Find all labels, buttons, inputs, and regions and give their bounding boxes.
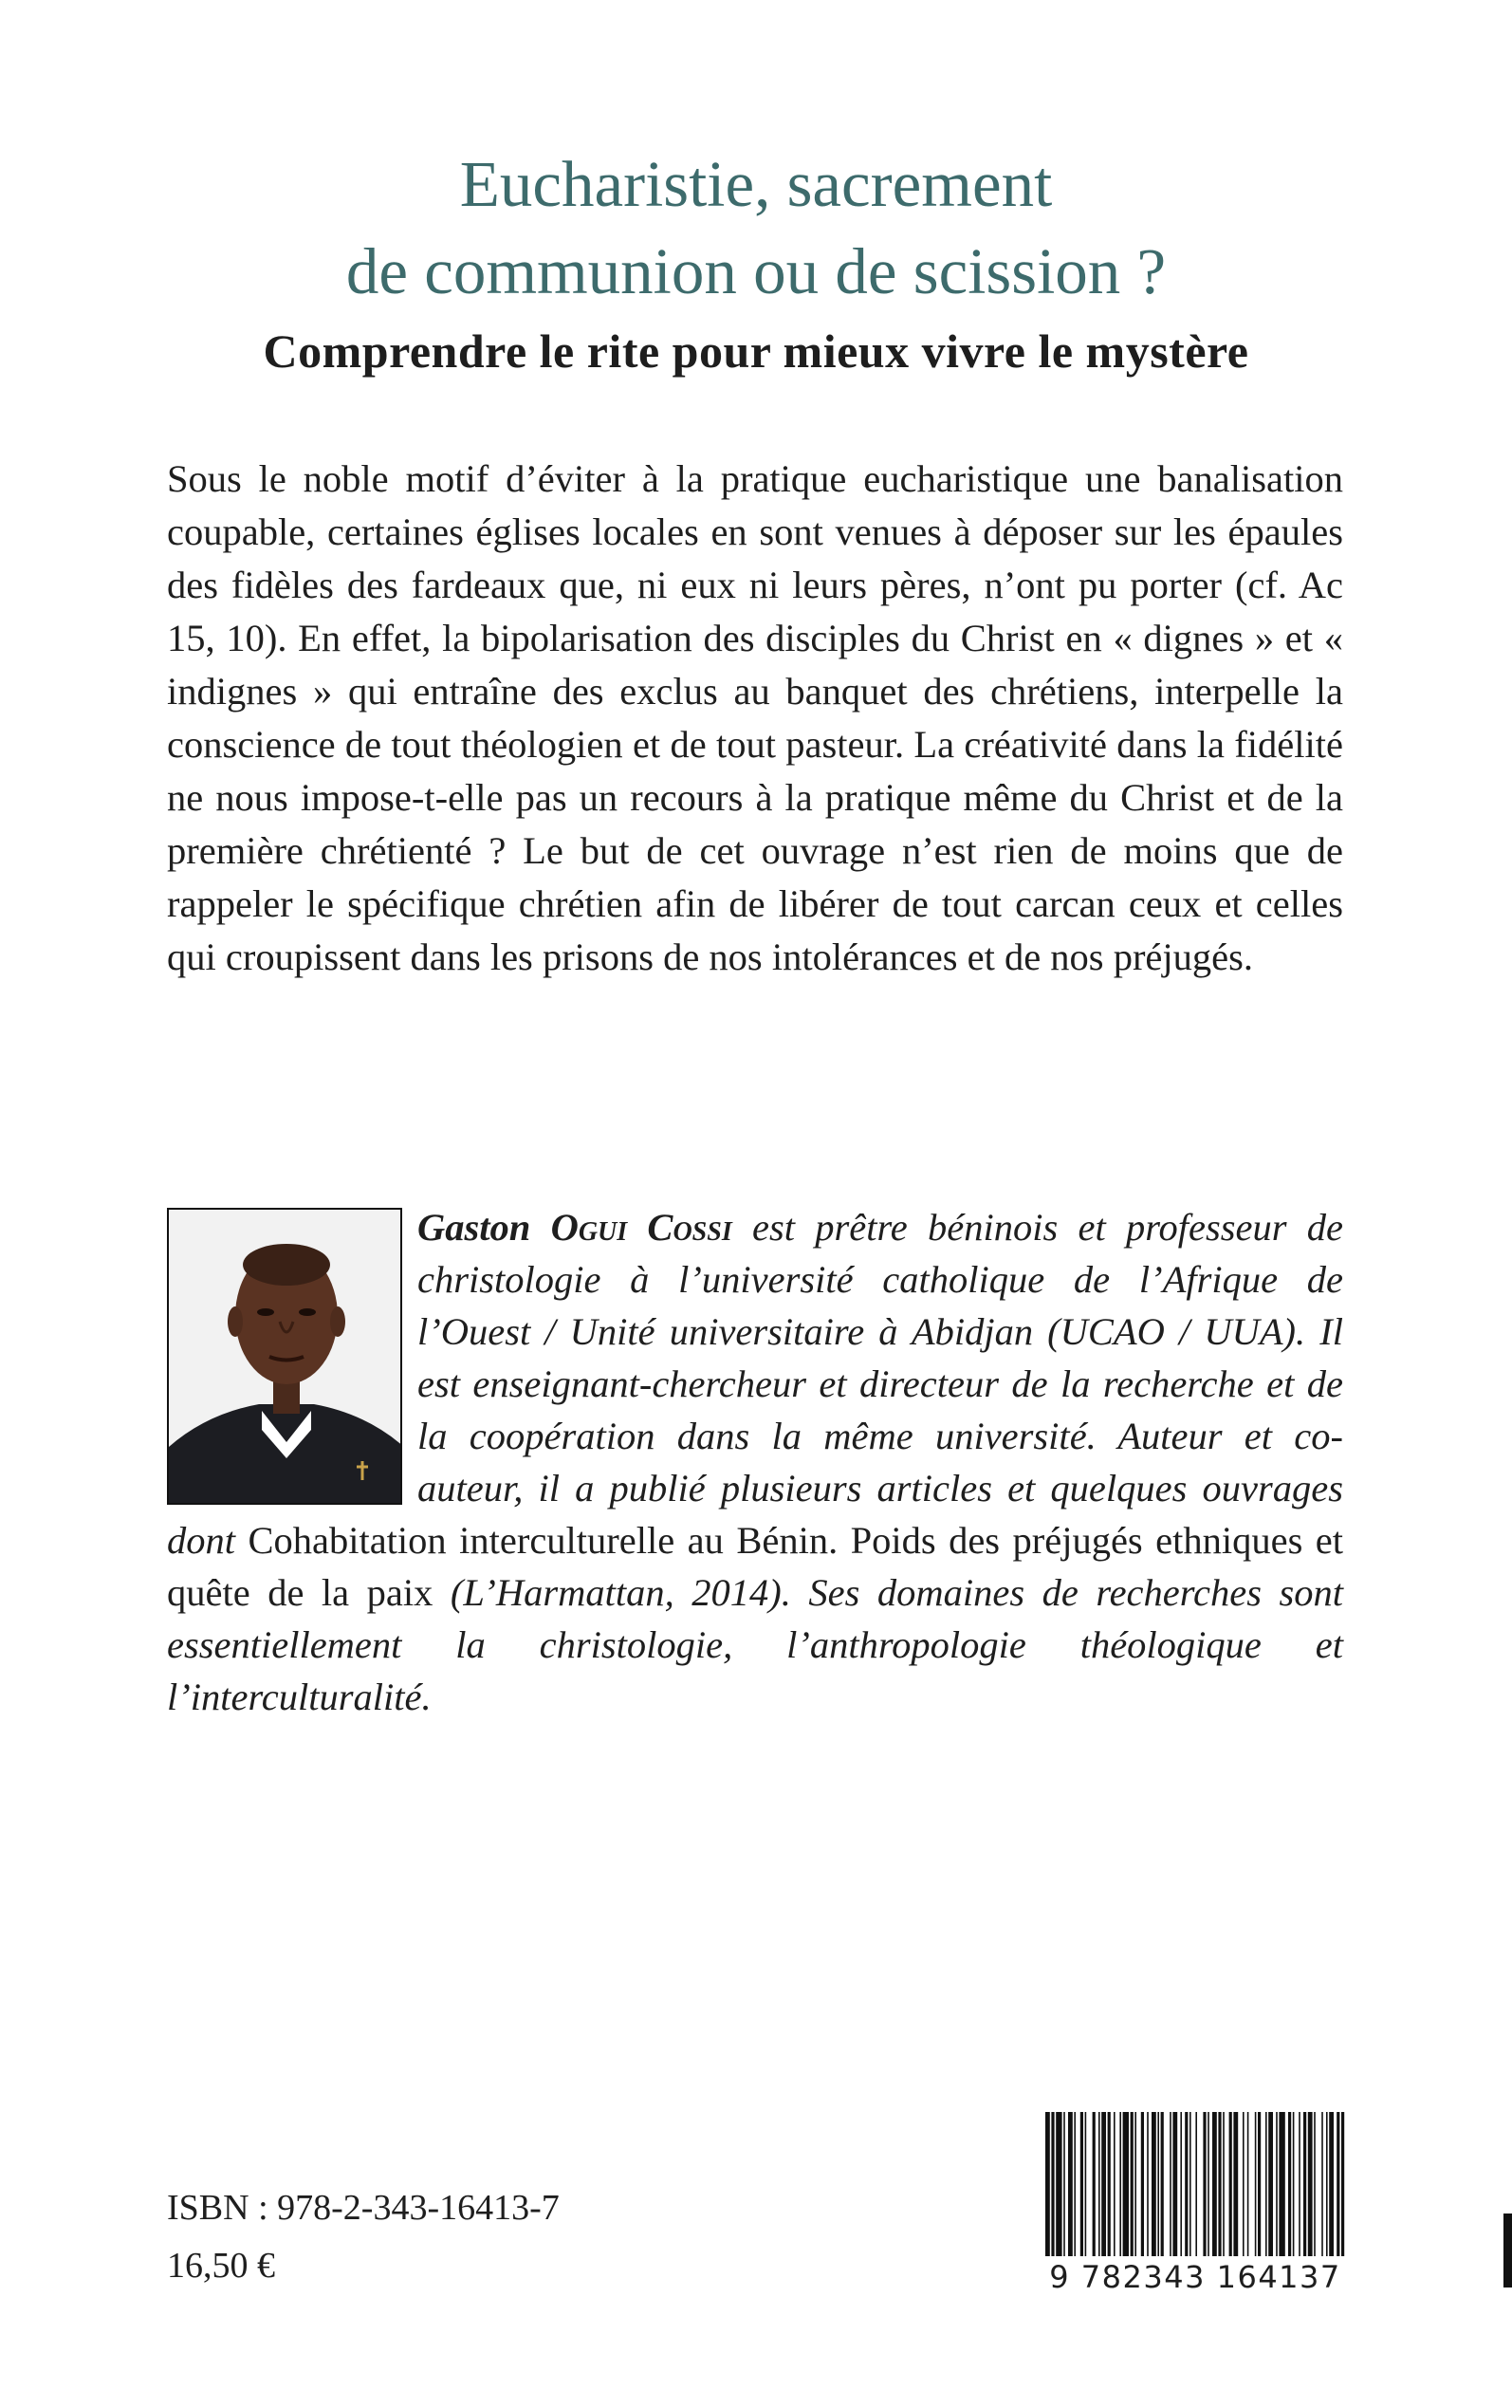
photo-spacer bbox=[167, 1201, 417, 1514]
author-name bbox=[417, 1206, 732, 1249]
author-first-name: Gaston bbox=[417, 1206, 531, 1249]
book-subtitle: Comprendre le rite pour mieux vivre le mystère bbox=[263, 324, 1249, 378]
bio-text-part-1: est prêtre béninois et professeur de christologie à l’université catholique de l’Afrique de l’Ouest / Unité universitaire à Abidjan (UCAO / UUA). Il est enseignant-chercheur et directeur de la recherche et de la coopération dans la même université. Auteur et co-auteur, il a publié plusieurs articles et quelques ouvrages dont bbox=[167, 1206, 1344, 1562]
author-last-name: Ogui Cossi bbox=[550, 1206, 732, 1249]
book-title-line-1: Eucharistie, sacrement bbox=[459, 148, 1053, 220]
price: 16,50 € bbox=[167, 2246, 275, 2286]
author-biography bbox=[167, 1201, 1343, 1723]
spine-edge-mark bbox=[1503, 2214, 1512, 2288]
barcode-digits: 9 782343 164137 bbox=[1043, 2256, 1347, 2298]
bio-text-part-2: (L’Harmattan, 2014). Ses domaines de recherches sont essentiellement la christologie, l’anthropologie théologique et l’interculturalité. bbox=[167, 1571, 1343, 1718]
book-title-line-2: de communion ou de scission ? bbox=[345, 235, 1167, 307]
isbn: ISBN : 978-2-343-16413-7 bbox=[167, 2188, 560, 2228]
back-cover-blurb: Sous le noble motif d’éviter à la pratique eucharistique une banalisation coupable, certaines églises locales en sont venues à déposer sur les épaules des fidèles des fardeaux que, ni eux ni leurs pères, n’ont pu porter (cf. Ac 15, 10). En effet, la bipolarisation des disciples du Christ en « dignes » et « indignes » qui entraîne des exclus au banquet des chrétiens, interpelle la conscience de tout théologien et de tout pasteur. La créativité dans la fidélité ne nous impose-t-elle pas un recours à la pratique même du Christ et de la première chrétienté ? Le but de cet ouvrage n’est rien de moins que de rappeler le spécifique chrétien afin de libérer de tout carcan ceux et celles qui croupissent dans les prisons de nos intolérances et de nos préjugés. bbox=[167, 457, 1343, 978]
barcode bbox=[1043, 2112, 1347, 2319]
cited-book-title: Cohabitation interculturelle au Bénin. Poids des préjugés ethniques et quête de la paix bbox=[167, 1519, 1343, 1614]
